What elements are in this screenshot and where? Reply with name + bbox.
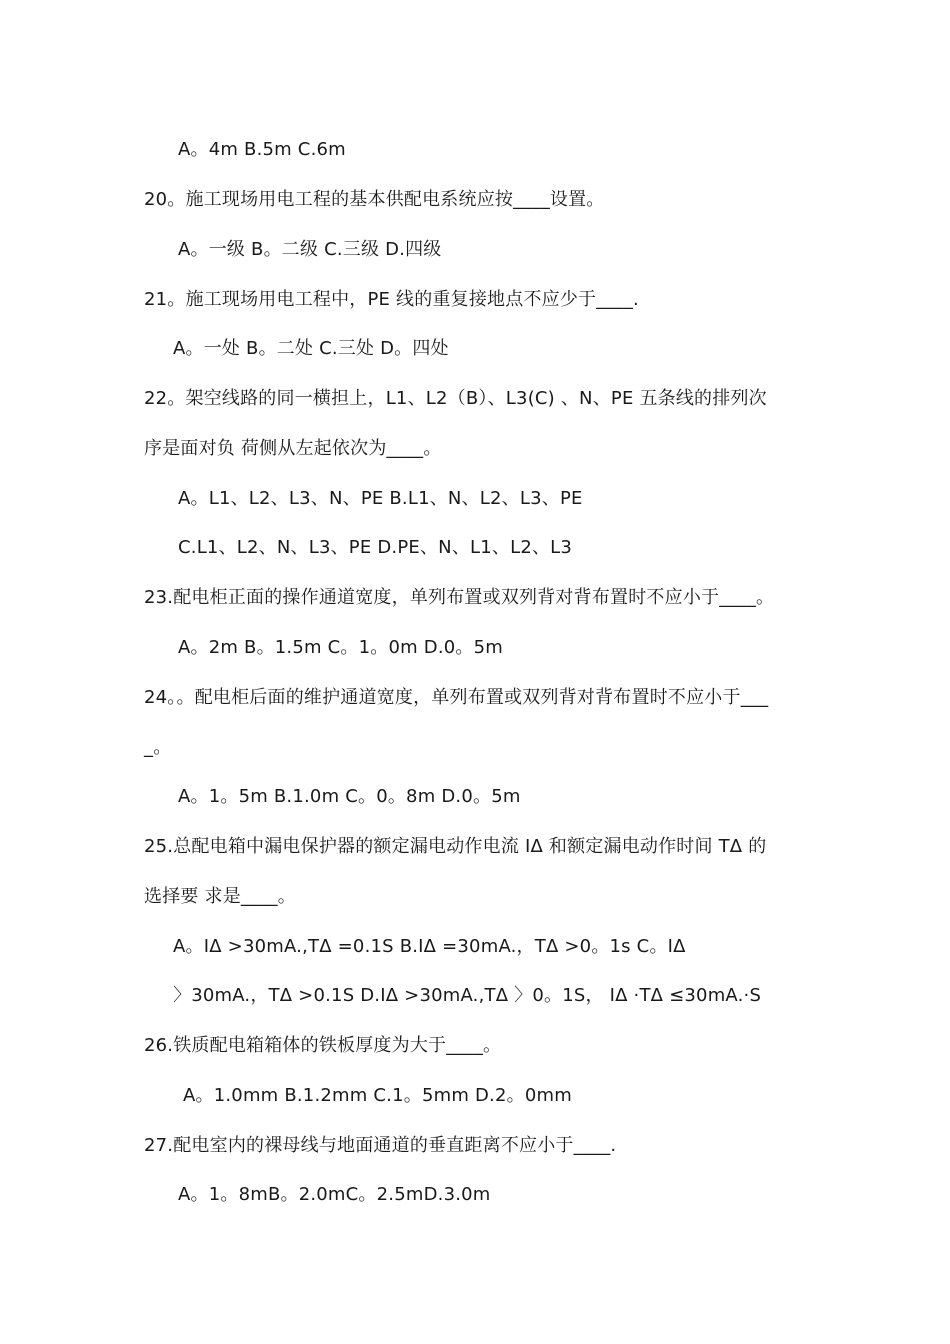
option-line-27: A。1。8mB。2.0mC。2.5mD.3.0m — [178, 1184, 491, 1205]
question-20: 20。施工现场用电工程的基本供配电系统应按____设置。 — [144, 189, 605, 210]
question-27: 27.配电室内的裸母线与地面通道的垂直距离不应小于____. — [144, 1135, 617, 1156]
option-line-26: A。1.0mm B.1.2mm C.1。5mm D.2。0mm — [183, 1085, 572, 1106]
question-25-continued: 选择要 求是____。 — [144, 886, 296, 907]
option-line-21: A。一处 B。二处 C.三处 D。四处 — [173, 338, 449, 359]
option-line-25b: 〉30mA.，TΔ >0.1S D.IΔ >30mA.,TΔ 〉0。1S， IΔ ·TΔ ≤30mA.·S — [173, 985, 762, 1006]
question-22-continued: 序是面对负 荷侧从左起依次为____。 — [144, 438, 442, 459]
question-24: 24。。配电柜后面的维护通道宽度，单列布置或双列背对背布置时不应小于___ — [144, 687, 769, 708]
question-23: 23.配电柜正面的操作通道宽度，单列布置或双列背对背布置时不应小于____。 — [144, 587, 775, 608]
question-26: 26.铁质配电箱箱体的铁板厚度为大于____。 — [144, 1035, 502, 1056]
option-line-20: A。一级 B。二级 C.三级 D.四级 — [178, 239, 442, 260]
question-25: 25.总配电箱中漏电保护器的额定漏电动作电流 IΔ 和额定漏电动作时间 TΔ 的 — [144, 836, 767, 857]
option-line-19: A。4m B.5m C.6m — [178, 139, 346, 160]
question-21: 21。施工现场用电工程中，PE 线的重复接地点不应少于____. — [144, 289, 639, 310]
option-line-22b: C.L1、L2、N、L3、PE D.PE、N、L1、L2、L3 — [178, 537, 573, 558]
question-24-continued: _。 — [144, 737, 172, 758]
option-line-22a: A。L1、L2、L3、N、PE B.L1、N、L2、L3、PE — [178, 488, 583, 509]
question-22: 22。架空线路的同一横担上，L1、L2（B）、L3(C) 、N、PE 五条线的排列次 — [144, 388, 767, 409]
option-line-23: A。2m B。1.5m C。1。0m D.0。5m — [178, 637, 504, 658]
option-line-25a: A。IΔ >30mA.,TΔ =0.1S B.IΔ =30mA.，TΔ >0。1s C。IΔ — [173, 936, 686, 957]
option-line-24: A。1。5m B.1.0m C。0。8m D.0。5m — [178, 786, 521, 807]
